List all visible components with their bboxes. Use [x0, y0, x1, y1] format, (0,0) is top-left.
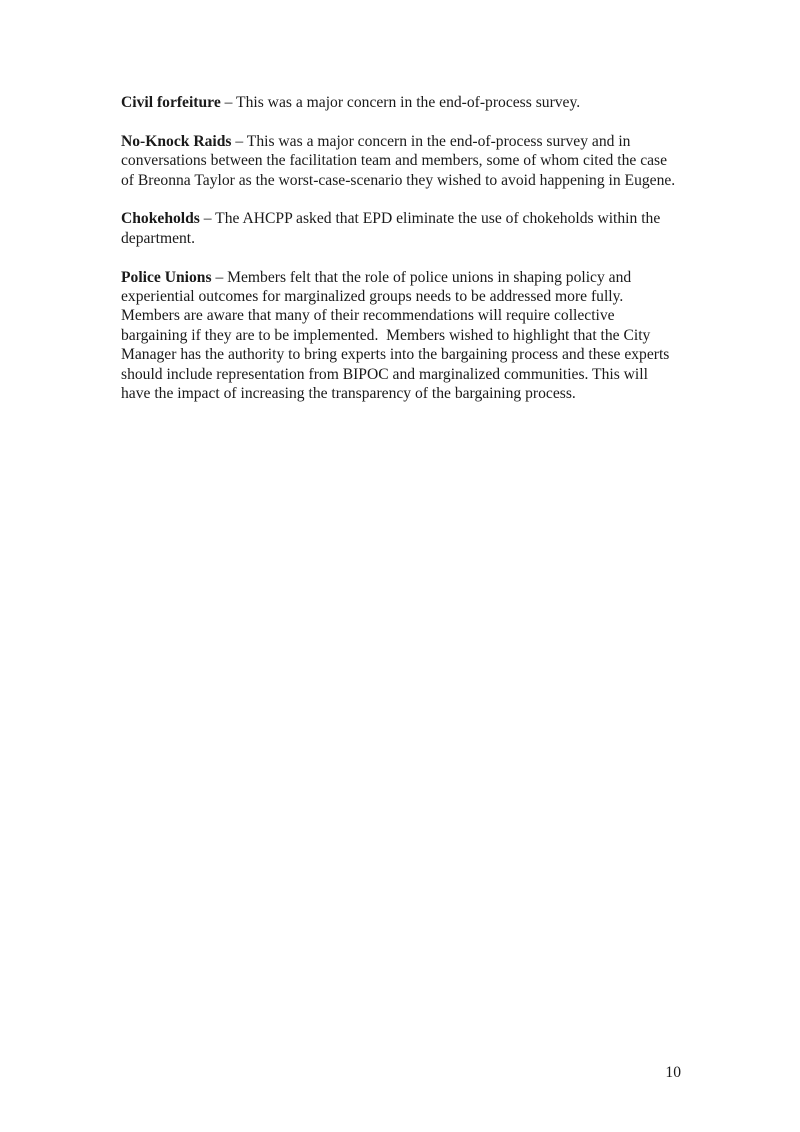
- paragraph-chokeholds: [121, 209, 681, 248]
- paragraph-police-unions: [121, 268, 681, 404]
- paragraph-text: – This was a major concern in the end-of-process survey.: [220, 94, 581, 111]
- paragraph-text: – The AHCPP asked that EPD eliminate the use of chokeholds within the department.: [121, 210, 665, 247]
- paragraph-text: – Members felt that the role of police unions in shaping policy and experiential outcomes for marginalized groups needs to be addressed more fully. Members are aware that many of their recommendations will require collective bargaining if they are to be implemented. Members wished to highlight that the City Manager has the authority to bring experts into the bargaining process and these experts should include representation from BIPOC and marginalized communities. This will have the impact of increasing the transparency of the bargaining process.: [121, 268, 674, 403]
- paragraph-label: Police Unions: [121, 268, 212, 286]
- document-text-block: [121, 93, 681, 403]
- paragraph-civil-forfeiture: [121, 93, 681, 112]
- paragraph-label: Chokeholds: [121, 210, 200, 228]
- paragraph-label: No-Knock Raids: [121, 132, 232, 150]
- page-number: 10: [665, 1064, 681, 1081]
- paragraph-label: Civil forfeiture: [121, 94, 221, 111]
- paragraph-no-knock-raids: [121, 132, 681, 190]
- paragraph-text: – This was a major concern in the end-of-process survey and in conversations between the facilitation team and members, some of whom cited the case of Breonna Taylor as the worst-case-scenario they wished to avoid happening in Eugene.: [121, 132, 676, 189]
